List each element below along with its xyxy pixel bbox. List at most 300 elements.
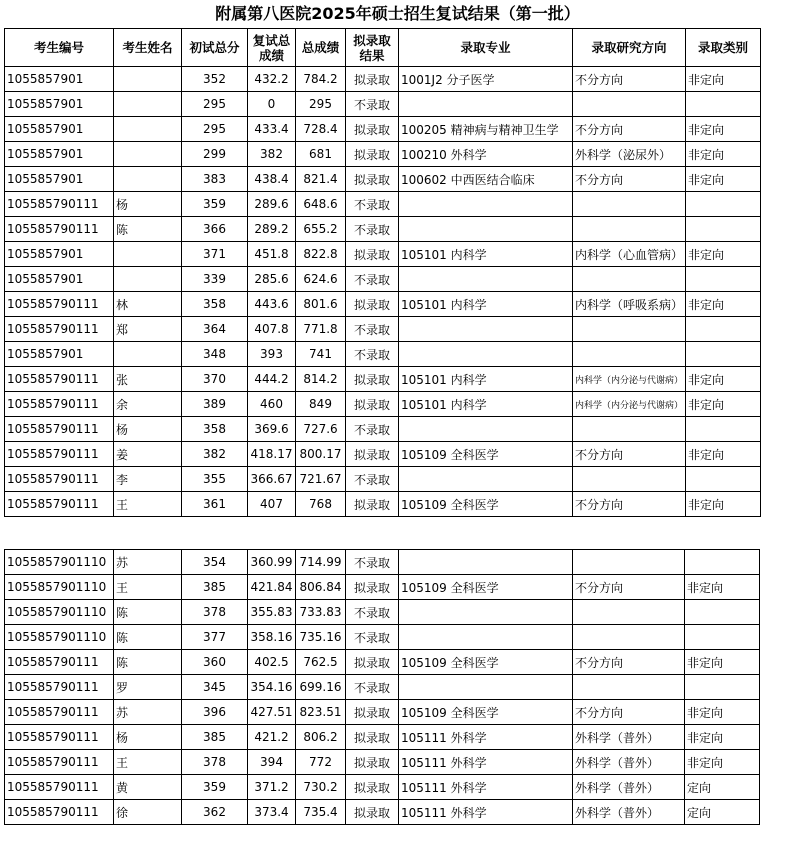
admission-category-cell: 非定向 <box>686 367 761 392</box>
initial-score-cell: 385 <box>182 575 248 600</box>
candidate-id-cell: 1055857901 <box>5 92 114 117</box>
candidate-name-cell: 李 <box>114 467 182 492</box>
initial-score-cell: 378 <box>182 750 248 775</box>
candidate-id-cell: 105585790111 <box>5 442 114 467</box>
admitted-major-cell <box>399 317 573 342</box>
retest-score-cell: 402.5 <box>248 650 296 675</box>
total-score-cell: 784.2 <box>296 67 346 92</box>
table-row <box>5 142 761 167</box>
retest-score-cell: 358.16 <box>248 625 296 650</box>
total-score-cell: 801.6 <box>296 292 346 317</box>
table-row <box>5 625 760 650</box>
candidate-id-cell: 105585790111 <box>5 217 114 242</box>
admission-category-cell <box>685 675 760 700</box>
candidate-id-cell: 105585790111 <box>5 492 114 517</box>
table-row <box>5 492 761 517</box>
page-title: 附属第八医院2025年硕士招生复试结果（第一批） <box>215 4 580 23</box>
admission-category-cell <box>686 342 761 367</box>
admission-result-cell: 不录取 <box>346 467 399 492</box>
initial-score-cell: 389 <box>182 392 248 417</box>
total-score-cell: 762.5 <box>296 650 346 675</box>
admitted-major-cell: 105111 外科学 <box>399 725 573 750</box>
admitted-major-cell <box>399 417 573 442</box>
research-direction-cell: 内科学（内分泌与代谢病） <box>573 392 686 417</box>
total-score-cell: 772 <box>296 750 346 775</box>
research-direction-cell <box>573 267 686 292</box>
header-direction: 录取研究方向 <box>573 29 686 67</box>
candidate-name-cell: 郑 <box>114 317 182 342</box>
total-score-cell: 699.16 <box>296 675 346 700</box>
admission-result-cell: 拟录取 <box>346 367 399 392</box>
retest-score-cell: 393 <box>248 342 296 367</box>
candidate-id-cell: 1055857901 <box>5 342 114 367</box>
initial-score-cell: 358 <box>182 417 248 442</box>
initial-score-cell: 358 <box>182 292 248 317</box>
candidate-name-cell: 苏 <box>114 550 182 575</box>
table-row <box>5 267 761 292</box>
initial-score-cell: 295 <box>182 117 248 142</box>
initial-score-cell: 348 <box>182 342 248 367</box>
research-direction-cell <box>573 217 686 242</box>
admission-result-cell: 不录取 <box>346 92 399 117</box>
admission-result-cell: 拟录取 <box>346 142 399 167</box>
retest-score-cell: 394 <box>248 750 296 775</box>
admission-category-cell: 非定向 <box>685 700 760 725</box>
initial-score-cell: 359 <box>182 775 248 800</box>
retest-score-cell: 460 <box>248 392 296 417</box>
admission-result-cell: 拟录取 <box>346 392 399 417</box>
retest-score-cell: 443.6 <box>248 292 296 317</box>
candidate-name-cell <box>114 242 182 267</box>
initial-score-cell: 360 <box>182 650 248 675</box>
admission-category-cell: 非定向 <box>686 492 761 517</box>
admitted-major-cell <box>399 192 573 217</box>
research-direction-cell <box>573 550 685 575</box>
results-table-2 <box>4 549 760 825</box>
total-score-cell: 681 <box>296 142 346 167</box>
candidate-name-cell: 王 <box>114 750 182 775</box>
candidate-name-cell: 陈 <box>114 650 182 675</box>
candidate-name-cell: 张 <box>114 367 182 392</box>
total-score-cell: 849 <box>296 392 346 417</box>
initial-score-cell: 295 <box>182 92 248 117</box>
table-row <box>5 442 761 467</box>
table-row <box>5 367 761 392</box>
candidate-name-cell <box>114 117 182 142</box>
initial-score-cell: 339 <box>182 267 248 292</box>
admission-category-cell <box>686 467 761 492</box>
admission-category-cell: 非定向 <box>686 442 761 467</box>
admission-category-cell: 定向 <box>685 800 760 825</box>
admission-result-cell: 拟录取 <box>346 242 399 267</box>
admission-result-cell: 不录取 <box>346 267 399 292</box>
candidate-name-cell: 罗 <box>114 675 182 700</box>
research-direction-cell: 外科学（泌尿外） <box>573 142 686 167</box>
table-row <box>5 750 760 775</box>
total-score-cell: 821.4 <box>296 167 346 192</box>
admission-result-cell: 拟录取 <box>346 575 399 600</box>
candidate-id-cell: 1055857901 <box>5 267 114 292</box>
header-total-score: 总成绩 <box>296 29 346 67</box>
retest-score-cell: 0 <box>248 92 296 117</box>
research-direction-cell <box>573 317 686 342</box>
candidate-id-cell: 1055857901 <box>5 142 114 167</box>
total-score-cell: 800.17 <box>296 442 346 467</box>
initial-score-cell: 370 <box>182 367 248 392</box>
total-score-cell: 823.51 <box>296 700 346 725</box>
candidate-name-cell: 余 <box>114 392 182 417</box>
initial-score-cell: 352 <box>182 67 248 92</box>
admitted-major-cell <box>399 600 573 625</box>
candidate-id-cell: 105585790111 <box>5 675 114 700</box>
admission-category-cell: 非定向 <box>685 650 760 675</box>
research-direction-cell: 内科学（内分泌与代谢病） <box>573 367 686 392</box>
initial-score-cell: 299 <box>182 142 248 167</box>
table-row <box>5 392 761 417</box>
table-row <box>5 467 761 492</box>
research-direction-cell <box>573 600 685 625</box>
table-row <box>5 600 760 625</box>
admitted-major-cell <box>399 467 573 492</box>
header-result: 拟录取结果 <box>346 29 399 67</box>
initial-score-cell: 361 <box>182 492 248 517</box>
admission-result-cell: 不录取 <box>346 600 399 625</box>
table-row <box>5 725 760 750</box>
admitted-major-cell: 105111 外科学 <box>399 750 573 775</box>
table-row <box>5 117 761 142</box>
admitted-major-cell: 105109 全科医学 <box>399 650 573 675</box>
research-direction-cell <box>573 92 686 117</box>
candidate-id-cell: 105585790111 <box>5 467 114 492</box>
research-direction-cell: 不分方向 <box>573 650 685 675</box>
retest-score-cell: 360.99 <box>248 550 296 575</box>
initial-score-cell: 385 <box>182 725 248 750</box>
candidate-id-cell: 105585790111 <box>5 417 114 442</box>
candidate-id-cell: 105585790111 <box>5 392 114 417</box>
admission-result-cell: 不录取 <box>346 417 399 442</box>
candidate-name-cell <box>114 92 182 117</box>
admitted-major-cell: 100602 中西医结合临床 <box>399 167 573 192</box>
candidate-id-cell: 105585790111 <box>5 750 114 775</box>
retest-score-cell: 444.2 <box>248 367 296 392</box>
header-major: 录取专业 <box>399 29 573 67</box>
candidate-id-cell: 1055857901110 <box>5 600 114 625</box>
retest-score-cell: 438.4 <box>248 167 296 192</box>
research-direction-cell <box>573 417 686 442</box>
total-score-cell: 814.2 <box>296 367 346 392</box>
retest-score-cell: 421.2 <box>248 725 296 750</box>
table-row <box>5 417 761 442</box>
admitted-major-cell: 105109 全科医学 <box>399 700 573 725</box>
total-score-cell: 733.83 <box>296 600 346 625</box>
candidate-name-cell <box>114 67 182 92</box>
table-row <box>5 292 761 317</box>
research-direction-cell: 内科学（心血管病） <box>573 242 686 267</box>
header-retest-score: 复试总成绩 <box>248 29 296 67</box>
admission-category-cell <box>686 92 761 117</box>
candidate-id-cell: 105585790111 <box>5 317 114 342</box>
total-score-cell: 806.84 <box>296 575 346 600</box>
total-score-cell: 730.2 <box>296 775 346 800</box>
initial-score-cell: 364 <box>182 317 248 342</box>
admission-result-cell: 拟录取 <box>346 442 399 467</box>
retest-score-cell: 418.17 <box>248 442 296 467</box>
retest-score-cell: 371.2 <box>248 775 296 800</box>
candidate-id-cell: 1055857901 <box>5 67 114 92</box>
total-score-cell: 295 <box>296 92 346 117</box>
research-direction-cell: 不分方向 <box>573 167 686 192</box>
research-direction-cell: 外科学（普外） <box>573 775 685 800</box>
admission-result-cell: 拟录取 <box>346 800 399 825</box>
admission-result-cell: 拟录取 <box>346 67 399 92</box>
admitted-major-cell <box>399 550 573 575</box>
research-direction-cell: 不分方向 <box>573 442 686 467</box>
table-row <box>5 800 760 825</box>
research-direction-cell <box>573 675 685 700</box>
admitted-major-cell <box>399 675 573 700</box>
admission-result-cell: 拟录取 <box>346 292 399 317</box>
candidate-name-cell: 姜 <box>114 442 182 467</box>
candidate-name-cell <box>114 342 182 367</box>
admitted-major-cell <box>399 217 573 242</box>
admission-result-cell: 不录取 <box>346 192 399 217</box>
total-score-cell: 728.4 <box>296 117 346 142</box>
initial-score-cell: 359 <box>182 192 248 217</box>
admission-result-cell: 拟录取 <box>346 167 399 192</box>
retest-score-cell: 289.6 <box>248 192 296 217</box>
candidate-name-cell <box>114 167 182 192</box>
candidate-id-cell: 105585790111 <box>5 367 114 392</box>
admission-category-cell <box>685 550 760 575</box>
research-direction-cell: 外科学（普外） <box>573 800 685 825</box>
retest-score-cell: 432.2 <box>248 67 296 92</box>
retest-score-cell: 373.4 <box>248 800 296 825</box>
total-score-cell: 727.6 <box>296 417 346 442</box>
candidate-id-cell: 105585790111 <box>5 700 114 725</box>
candidate-name-cell <box>114 142 182 167</box>
admission-category-cell: 定向 <box>685 775 760 800</box>
candidate-name-cell: 王 <box>114 575 182 600</box>
research-direction-cell: 不分方向 <box>573 700 685 725</box>
admission-category-cell <box>686 192 761 217</box>
admitted-major-cell: 105101 内科学 <box>399 292 573 317</box>
candidate-name-cell: 陈 <box>114 600 182 625</box>
total-score-cell: 806.2 <box>296 725 346 750</box>
candidate-id-cell: 105585790111 <box>5 725 114 750</box>
results-table-1 <box>4 28 761 517</box>
candidate-id-cell: 1055857901110 <box>5 625 114 650</box>
research-direction-cell: 不分方向 <box>573 492 686 517</box>
candidate-id-cell: 1055857901 <box>5 167 114 192</box>
research-direction-cell: 外科学（普外） <box>573 750 685 775</box>
admission-category-cell <box>686 217 761 242</box>
candidate-name-cell: 杨 <box>114 725 182 750</box>
admission-result-cell: 拟录取 <box>346 650 399 675</box>
candidate-name-cell: 杨 <box>114 192 182 217</box>
admitted-major-cell: 105109 全科医学 <box>399 442 573 467</box>
retest-score-cell: 354.16 <box>248 675 296 700</box>
admission-result-cell: 拟录取 <box>346 725 399 750</box>
table-row <box>5 342 761 367</box>
candidate-id-cell: 105585790111 <box>5 650 114 675</box>
admitted-major-cell: 100210 外科学 <box>399 142 573 167</box>
admitted-major-cell: 105101 内科学 <box>399 367 573 392</box>
candidate-name-cell <box>114 267 182 292</box>
admitted-major-cell <box>399 342 573 367</box>
research-direction-cell <box>573 467 686 492</box>
admission-category-cell: 非定向 <box>686 67 761 92</box>
admission-category-cell: 非定向 <box>686 242 761 267</box>
table-row <box>5 700 760 725</box>
retest-score-cell: 451.8 <box>248 242 296 267</box>
candidate-name-cell: 苏 <box>114 700 182 725</box>
admitted-major-cell: 105101 内科学 <box>399 242 573 267</box>
research-direction-cell: 不分方向 <box>573 575 685 600</box>
admission-category-cell <box>685 600 760 625</box>
admitted-major-cell: 105111 外科学 <box>399 775 573 800</box>
retest-score-cell: 407 <box>248 492 296 517</box>
retest-score-cell: 369.6 <box>248 417 296 442</box>
admission-category-cell: 非定向 <box>685 725 760 750</box>
table-row <box>5 775 760 800</box>
retest-score-cell: 407.8 <box>248 317 296 342</box>
admission-result-cell: 不录取 <box>346 217 399 242</box>
table-row <box>5 650 760 675</box>
retest-score-cell: 421.84 <box>248 575 296 600</box>
table-header-row <box>5 29 761 67</box>
retest-score-cell: 355.83 <box>248 600 296 625</box>
research-direction-cell: 不分方向 <box>573 67 686 92</box>
admission-result-cell: 拟录取 <box>346 750 399 775</box>
research-direction-cell <box>573 625 685 650</box>
admission-category-cell <box>686 417 761 442</box>
admitted-major-cell: 105111 外科学 <box>399 800 573 825</box>
table-row <box>5 550 760 575</box>
table-row <box>5 92 761 117</box>
admitted-major-cell <box>399 625 573 650</box>
candidate-name-cell: 王 <box>114 492 182 517</box>
admission-category-cell: 非定向 <box>685 750 760 775</box>
header-initial-score: 初试总分 <box>182 29 248 67</box>
candidate-id-cell: 105585790111 <box>5 292 114 317</box>
total-score-cell: 822.8 <box>296 242 346 267</box>
total-score-cell: 735.16 <box>296 625 346 650</box>
retest-score-cell: 433.4 <box>248 117 296 142</box>
research-direction-cell <box>573 192 686 217</box>
retest-score-cell: 427.51 <box>248 700 296 725</box>
retest-score-cell: 366.67 <box>248 467 296 492</box>
admission-category-cell <box>686 317 761 342</box>
candidate-id-cell: 1055857901110 <box>5 550 114 575</box>
admission-result-cell: 不录取 <box>346 550 399 575</box>
admission-category-cell <box>685 625 760 650</box>
total-score-cell: 624.6 <box>296 267 346 292</box>
admitted-major-cell: 105101 内科学 <box>399 392 573 417</box>
admitted-major-cell: 100205 精神病与精神卫生学 <box>399 117 573 142</box>
total-score-cell: 648.6 <box>296 192 346 217</box>
initial-score-cell: 378 <box>182 600 248 625</box>
candidate-name-cell: 陈 <box>114 625 182 650</box>
candidate-id-cell: 1055857901110 <box>5 575 114 600</box>
admission-category-cell: 非定向 <box>686 142 761 167</box>
admission-category-cell: 非定向 <box>685 575 760 600</box>
retest-score-cell: 285.6 <box>248 267 296 292</box>
header-name: 考生姓名 <box>114 29 182 67</box>
candidate-name-cell: 陈 <box>114 217 182 242</box>
admitted-major-cell <box>399 92 573 117</box>
initial-score-cell: 383 <box>182 167 248 192</box>
candidate-name-cell: 林 <box>114 292 182 317</box>
admitted-major-cell: 105109 全科医学 <box>399 575 573 600</box>
candidate-id-cell: 105585790111 <box>5 775 114 800</box>
initial-score-cell: 362 <box>182 800 248 825</box>
initial-score-cell: 371 <box>182 242 248 267</box>
research-direction-cell: 内科学（呼吸系病） <box>573 292 686 317</box>
initial-score-cell: 396 <box>182 700 248 725</box>
candidate-name-cell: 徐 <box>114 800 182 825</box>
table-row <box>5 242 761 267</box>
candidate-id-cell: 105585790111 <box>5 192 114 217</box>
total-score-cell: 741 <box>296 342 346 367</box>
initial-score-cell: 377 <box>182 625 248 650</box>
admission-result-cell: 拟录取 <box>346 492 399 517</box>
initial-score-cell: 366 <box>182 217 248 242</box>
total-score-cell: 655.2 <box>296 217 346 242</box>
retest-score-cell: 289.2 <box>248 217 296 242</box>
admission-result-cell: 拟录取 <box>346 700 399 725</box>
total-score-cell: 735.4 <box>296 800 346 825</box>
total-score-cell: 721.67 <box>296 467 346 492</box>
admission-category-cell: 非定向 <box>686 167 761 192</box>
admission-category-cell <box>686 267 761 292</box>
candidate-name-cell: 黄 <box>114 775 182 800</box>
candidate-id-cell: 105585790111 <box>5 800 114 825</box>
candidate-name-cell: 杨 <box>114 417 182 442</box>
research-direction-cell: 外科学（普外） <box>573 725 685 750</box>
admission-category-cell: 非定向 <box>686 117 761 142</box>
admission-category-cell: 非定向 <box>686 292 761 317</box>
initial-score-cell: 355 <box>182 467 248 492</box>
admission-result-cell: 拟录取 <box>346 775 399 800</box>
admitted-major-cell: 1001J2 分子医学 <box>399 67 573 92</box>
initial-score-cell: 354 <box>182 550 248 575</box>
initial-score-cell: 382 <box>182 442 248 467</box>
admission-category-cell: 非定向 <box>686 392 761 417</box>
total-score-cell: 768 <box>296 492 346 517</box>
admission-result-cell: 拟录取 <box>346 117 399 142</box>
candidate-id-cell: 1055857901 <box>5 242 114 267</box>
table-row <box>5 317 761 342</box>
table-row <box>5 192 761 217</box>
total-score-cell: 771.8 <box>296 317 346 342</box>
admission-result-cell: 不录取 <box>346 625 399 650</box>
retest-score-cell: 382 <box>248 142 296 167</box>
header-id: 考生编号 <box>5 29 114 67</box>
research-direction-cell <box>573 342 686 367</box>
candidate-id-cell: 1055857901 <box>5 117 114 142</box>
admitted-major-cell <box>399 267 573 292</box>
admission-result-cell: 不录取 <box>346 342 399 367</box>
admission-result-cell: 不录取 <box>346 675 399 700</box>
total-score-cell: 714.99 <box>296 550 346 575</box>
table-row <box>5 167 761 192</box>
admitted-major-cell: 105109 全科医学 <box>399 492 573 517</box>
table-row <box>5 67 761 92</box>
admission-result-cell: 不录取 <box>346 317 399 342</box>
research-direction-cell: 不分方向 <box>573 117 686 142</box>
header-category: 录取类别 <box>686 29 761 67</box>
table-row <box>5 575 760 600</box>
